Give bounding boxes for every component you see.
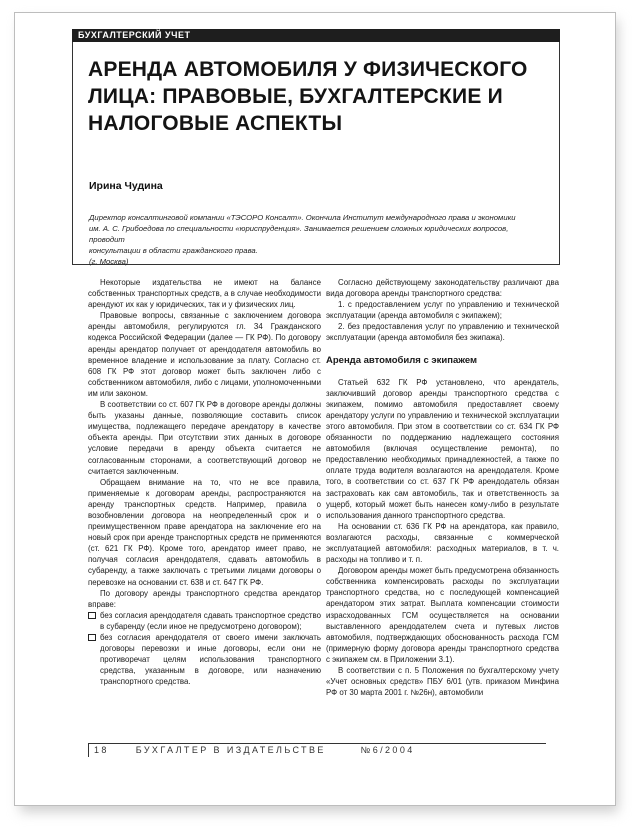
bio-line: Директор консалтинговой компании «ТЭСОРО Консалт». Окончила Институт международного права и экономики [89, 213, 516, 222]
left-column [88, 277, 321, 687]
paragraph: Некоторые издательства не имеют на балансе собственных транспортных средств, а в случае необходимости арендуют их как у юридических, так и у физических лиц. [88, 278, 321, 310]
author-bio [89, 212, 539, 267]
list-item: 2. без предоставления услуг по управлению и технической эксплуатации (аренда автомобиля без экипажа). [326, 322, 559, 343]
paragraph: По договору аренды транспортного средства арендатор вправе: [88, 588, 321, 609]
list-item: 1. с предоставлением услуг по управлению и технической эксплуатации (аренда автомобиля с экипажем); [326, 300, 559, 321]
issue-number: №6/2004 [360, 745, 415, 755]
page-footer [94, 745, 534, 755]
bio-line: консультации в области гражданского права. [89, 246, 258, 255]
bullet-item [88, 610, 321, 632]
paragraph: Согласно действующему законодательству различают два вида договора аренды транспортного средства: [326, 278, 559, 299]
journal-name: БУХГАЛТЕР В ИЗДАТЕЛЬСТВЕ [135, 745, 326, 755]
bullet-item [88, 632, 321, 687]
article-title: АРЕНДА АВТОМОБИЛЯ У ФИЗИЧЕСКОГО ЛИЦА: ПРАВОВЫЕ, БУХГАЛТЕРСКИЕ И НАЛОГОВЫЕ АСПЕКТЫ [88, 58, 528, 135]
paragraph: В соответствии со ст. 607 ГК РФ в договоре аренды должны быть указаны данные, позволяющие составить список имущества, подлежащего передаче арендатору в качестве объекта аренды. При отсутствии этих данных в договоре условие передачи в аренду объекта считается не согласованным сторонами, а соответствующий договор не считается заключенным. [88, 400, 321, 476]
footer-rule [88, 743, 546, 744]
paragraph: В соответствии с п. 5 Положения по бухгалтерскому учету «Учет основных средств» ПБУ 6/01 (утв. приказом Минфина РФ от 30 марта 2001 г. №26н), автомобили [326, 666, 559, 698]
paragraph: На основании ст. 636 ГК РФ на арендатора, как правило, возлагаются расходы, связанные с коммерческой эксплуатацией автомобиля: расходных материалов, в т. ч. расходы на топливо и т. п. [326, 521, 559, 565]
checkbox-bullet-icon [88, 634, 96, 641]
paragraph: Правовые вопросы, связанные с заключением договора аренды автомобиля, регулируются гл. 34 Гражданского кодекса Российской Федерации (далее — ГК РФ). По договору аренды арендатор получает от арендодателя автомобиль во временное владение и использование за плату. Согласно ст. 608 ГК РФ этот договор может быть заключен либо с собственником автомобиля, либо с лицами, уполномоченными им или законом. [88, 311, 321, 398]
bio-city: (г. Москва) [89, 257, 129, 266]
page-number: 18 [94, 745, 109, 755]
bullet-text: без согласия арендодателя от своего имени заключать договоры перевозки и иные договоры, если они не противоречат целям использования транспортного средства, указанным в договоре, или назначению транспортного средства. [100, 633, 321, 687]
bullet-text: без согласия арендодателя сдавать транспортное средство в субаренду (если иное не предусмотрено договором); [100, 610, 321, 631]
paragraph: Обращаем внимание на то, что не все правила, применяемые к договорам аренды, распространяются на аренду транспортных средств. Например, правила о возобновлении договора на неопределенный срок и о преимущественном праве арендатора на заключение его на новый срок при аренде транспортных средств не применяются (ст. 621 ГК РФ). Кроме того, арендатор имеет право, не получая согласия арендодателя, сдавать автомобиль в субаренду, а также заключать с третьими лицами договоры о перевозке на основании ст. 638 и ст. 647 ГК РФ. [88, 477, 321, 587]
checkbox-bullet-icon [88, 612, 96, 619]
paragraph: Договором аренды может быть предусмотрена обязанность собственника компенсировать расходы по эксплуатации транспортного средства, но с последующей компенсацией арендатором этих затрат. Выплата компенсации стоимости израсходованных ГСМ осуществляется на основании выставленного арендодателем счета и путевых листов автомобиля, подтверждающих обоснованность расхода ГСМ (примерную форму договора аренды транспортного средства с экипажем см. в Приложении 3.1). [326, 566, 559, 664]
section-rubric: БУХГАЛТЕРСКИЙ УЧЕТ [72, 29, 560, 42]
paragraph: Статьей 632 ГК РФ установлено, что арендатель, заключивший договор аренды транспортного средства с экипажем, помимо автомобиля предоставляет своему арендатору услуги по управлению и технической эксплуатации этого автомобиля. При этом в соответствии со ст. 634 ГК РФ обязанности по поддержанию надлежащего состояния автомобиля (включая осуществление ремонта), по предоставлению необходимых принадлежностей, а также по оплате труда водителя возлагаются на арендодателя. Кроме того, в соответствии со ст. 637 ГК РФ арендодатель обязан застраховать как сам автомобиль, так и ответственность за ущерб, который может быть нанесен кому-либо в результате использования данного транспортного средства. [326, 377, 559, 520]
author-name: Ирина Чудина [89, 180, 163, 192]
footer-rule-left [88, 743, 89, 757]
bio-line: им. А. С. Грибоедова по специальности «юриспруденция». Занимается решением сложных юридических вопросов, проводит [89, 224, 509, 244]
right-column [326, 277, 559, 698]
section-heading: Аренда автомобиля с экипажем [326, 354, 478, 366]
